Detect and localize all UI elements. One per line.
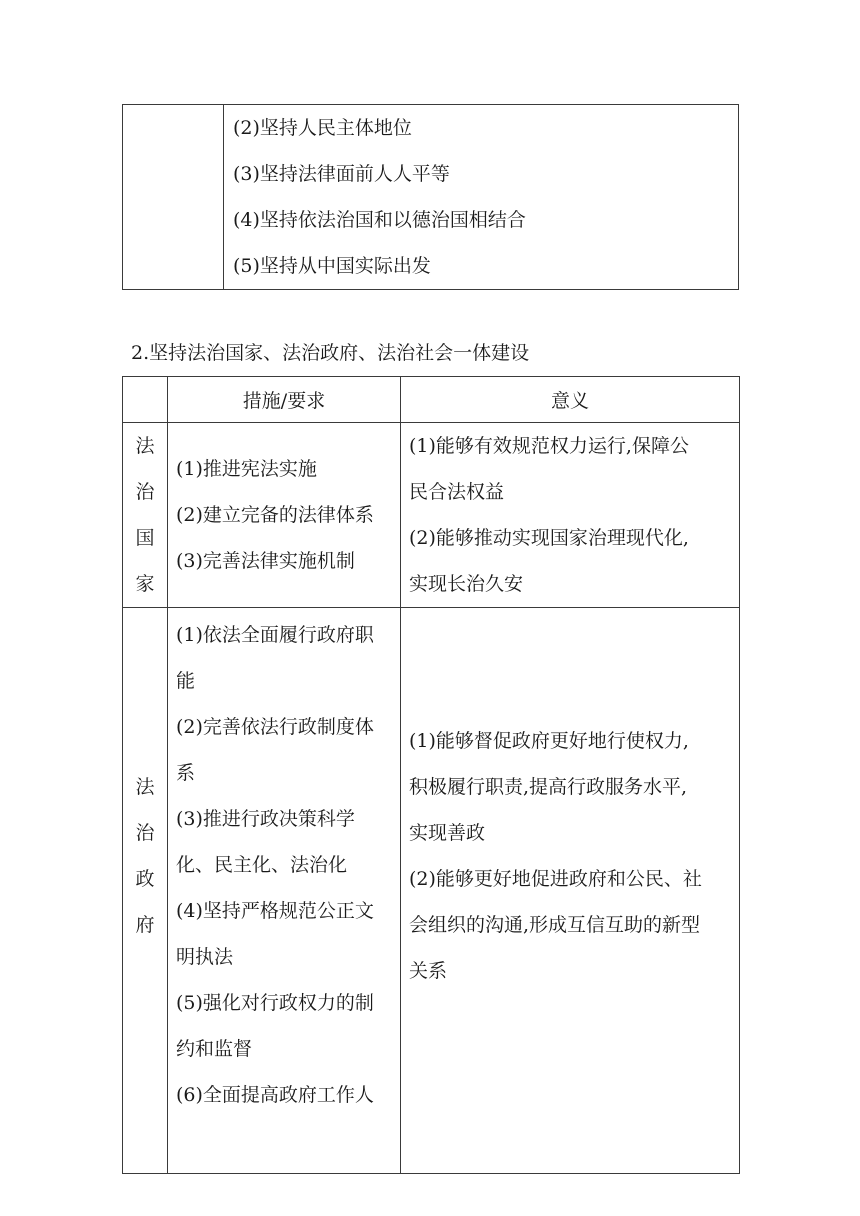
- section-heading: 2.坚持法治国家、法治政府、法治社会一体建设: [131, 342, 530, 364]
- measure-item: (5)强化对行政权力的制: [176, 992, 374, 1014]
- principle-item: (5)坚持从中国实际出发: [233, 255, 431, 277]
- row-label-country: [123, 423, 168, 608]
- rule-of-law-table: [122, 376, 740, 1174]
- label-char: 家: [135, 573, 155, 595]
- meaning-line: 民合法权益: [409, 481, 505, 503]
- meaning-line: 会组织的沟通,形成互信互助的新型: [409, 913, 701, 936]
- meaning-cell-country: [401, 423, 740, 608]
- measure-item: (4)坚持严格规范公正文: [176, 900, 374, 922]
- meaning-line: 实现长治久安: [409, 573, 524, 595]
- label-char: 政: [135, 867, 155, 890]
- principles-table-continued: [122, 104, 739, 290]
- table-header-row: [123, 377, 740, 423]
- measure-item: (1)依法全面履行政府职: [176, 624, 374, 646]
- measure-item: 系: [176, 762, 196, 784]
- measure-item: (6)全面提高政府工作人: [176, 1084, 374, 1106]
- principle-item: (2)坚持人民主体地位: [233, 117, 412, 139]
- measure-item: (3)推进行政决策科学: [176, 808, 355, 830]
- principle-item: (4)坚持依法治国和以德治国相结合: [233, 209, 526, 231]
- meaning-line: (1)能够有效规范权力运行,保障公: [409, 435, 689, 457]
- meaning-line: (1)能够督促政府更好地行使权力,: [409, 729, 689, 752]
- measure-item: 化、民主化、法治化: [176, 854, 348, 876]
- measure-item: (3)完善法律实施机制: [176, 550, 355, 572]
- measure-item: 能: [176, 670, 196, 692]
- meaning-line: (2)能够推动实现国家治理现代化,: [409, 527, 689, 549]
- table-row-rule-of-law-country: [123, 423, 740, 608]
- meaning-line: 积极履行职责,提高行政服务水平,: [409, 775, 688, 798]
- measure-item: (2)完善依法行政制度体: [176, 716, 374, 738]
- header-meaning: 意义: [401, 377, 740, 423]
- meaning-line: 关系: [409, 959, 448, 982]
- measures-cell-government: [168, 608, 401, 1174]
- header-measures: 措施/要求: [168, 377, 401, 423]
- empty-label-cell: [123, 105, 224, 290]
- measures-cell-country: [168, 423, 401, 608]
- label-char: 府: [135, 913, 155, 936]
- meaning-line: 实现善政: [409, 821, 486, 844]
- label-char: 治: [135, 821, 155, 844]
- meaning-cell-government: [401, 608, 740, 1174]
- label-char: 法: [135, 435, 155, 457]
- measure-item: (1)推进宪法实施: [176, 458, 317, 480]
- principle-item: (3)坚持法律面前人人平等: [233, 163, 450, 185]
- meaning-line: (2)能够更好地促进政府和公民、社: [409, 867, 702, 890]
- label-char: 治: [135, 481, 155, 503]
- table-row-rule-of-law-government: [123, 608, 740, 1174]
- measure-item: (2)建立完备的法律体系: [176, 504, 374, 526]
- label-char: 法: [135, 775, 155, 798]
- header-blank-cell: [123, 377, 168, 423]
- principles-cell: [224, 105, 739, 290]
- measure-item: 明执法: [176, 946, 234, 968]
- measure-item: 约和监督: [176, 1038, 253, 1060]
- label-char: 国: [135, 527, 155, 549]
- row-label-government: [123, 608, 168, 1174]
